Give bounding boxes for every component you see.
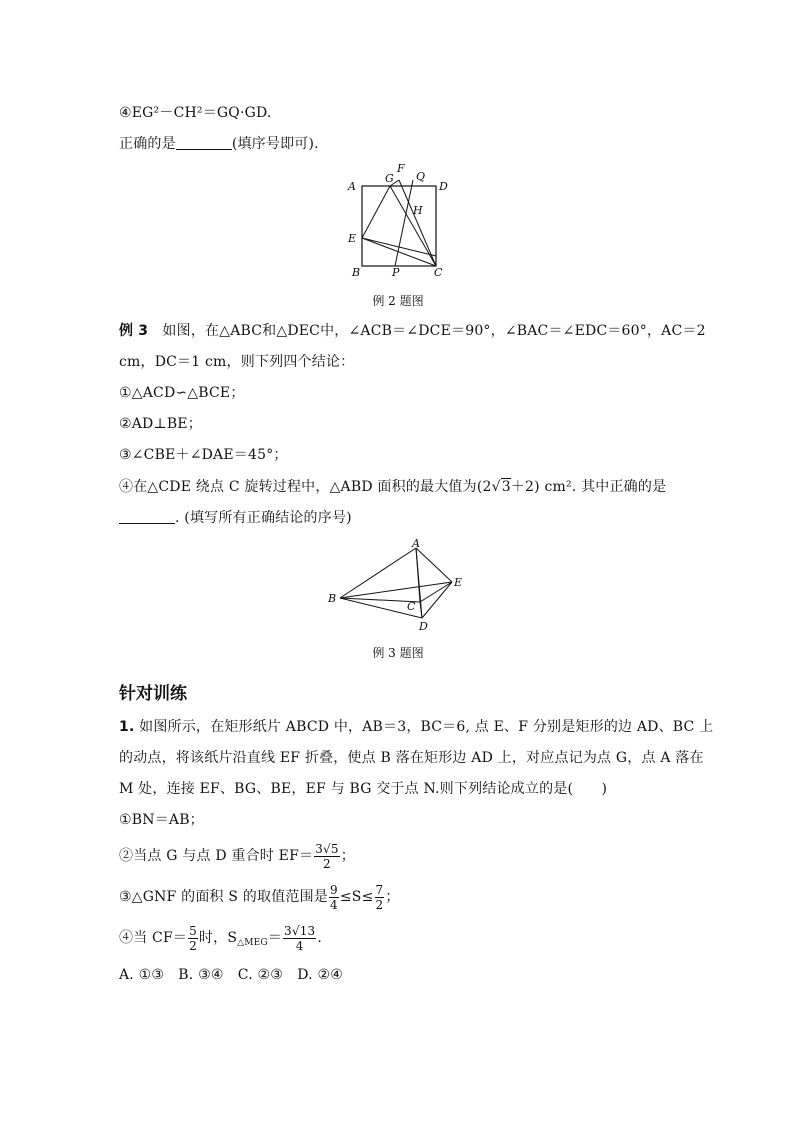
fig2-label: D <box>439 180 448 193</box>
fraction: $\frac{9}{4}$ <box>330 882 338 912</box>
example-3-tail-line <box>119 508 352 528</box>
figure-example-2 <box>340 160 460 282</box>
answer-prompt: 正确的是 <box>119 136 176 152</box>
answer-hint: (填序号即可). <box>231 136 319 152</box>
fig3-label: A <box>412 538 420 550</box>
fig2-label: A <box>348 180 356 193</box>
example-3-item-2: ②AD⊥BE； <box>119 416 202 432</box>
fraction: $\frac{3√13}{4}$ <box>284 923 316 953</box>
q1-item-3 <box>119 881 400 913</box>
q1-options: A. ①③ B. ③④ C. ②③ D. ②④ <box>119 967 343 983</box>
q1-number: 1. <box>119 719 135 735</box>
answer-line <box>119 134 319 154</box>
q1-item-4-mid: 时，S <box>198 930 238 946</box>
example-3-text-1: 如图，在△ABC和△DEC中，∠ACB＝∠DCE＝90°，∠BAC＝∠EDC＝60°，AC＝2 <box>162 323 706 339</box>
q1-item-3-mid: ≤S≤ <box>339 889 374 905</box>
example-3-item-4 <box>119 477 666 497</box>
q1-item-2-prefix: ②当点 G 与点 D 重合时 EF＝ <box>119 848 314 864</box>
figure-example-3 <box>320 538 470 636</box>
q1-item-2-suffix: ； <box>340 848 355 864</box>
section-heading: 针对训练 <box>119 684 187 704</box>
example-3-label: 例 3 <box>119 323 149 339</box>
fig3-label: E <box>454 576 463 589</box>
q1-item-4-prefix: ④当 CF＝ <box>119 930 188 946</box>
fig3-label: B <box>328 592 337 605</box>
q1-text-1: 如图所示，在矩形纸片 ABCD 中，AB＝3，BC＝6, 点 E、F 分别是矩形的边 AD、BC 上 <box>139 719 714 735</box>
q1-item-3-prefix: ③△GNF 的面积 S 的取值范围是 <box>119 889 329 905</box>
fig2-label: P <box>392 266 400 279</box>
q1-item-3-suffix: ； <box>385 889 400 905</box>
q1-item-4 <box>119 922 322 959</box>
fig2-label: C <box>434 266 443 279</box>
fig2-label: B <box>352 266 361 279</box>
sqrt-3: √3 <box>491 479 511 495</box>
q1-line-3: M 处，连接 EF、BG、BE，EF 与 BG 交于点 N.则下列结论成立的是( ) <box>119 781 608 797</box>
fraction: $\frac{5}{2}$ <box>189 923 197 953</box>
q1-item-4-sub: △MEG <box>237 938 268 948</box>
fraction: $\frac{7}{2}$ <box>375 882 384 912</box>
q1-line-1 <box>119 717 713 737</box>
answer-blank <box>176 135 232 150</box>
example-3-item-1: ①△ACD∽△BCE； <box>119 385 245 401</box>
q1-item-1: ①BN＝AB； <box>119 812 204 828</box>
example-3-item-3: ③∠CBE＋∠DAE＝45°； <box>119 447 288 463</box>
fig3-label: C <box>407 600 416 613</box>
q1-line-2: 的动点，将该纸片沿直线 EF 折叠，使点 B 落在矩形边 AD 上，对应点记为点 G，点 A 落在 <box>119 750 704 766</box>
fig2-label: H <box>413 204 423 217</box>
example-3-line-2: cm，DC＝1 cm，则下列四个结论： <box>119 354 355 370</box>
fraction: $\frac{3√5}{2}$ <box>315 841 339 871</box>
fig2-label: E <box>348 232 357 245</box>
example-3-blank <box>119 509 175 524</box>
q1-item-4-suffix: . <box>317 930 323 946</box>
fig2-label: F <box>397 162 405 175</box>
example-3-item-4-suffix: ＋2) cm². 其中正确的是 <box>510 479 667 495</box>
figure-3-caption: 例 3 题图 <box>372 646 424 660</box>
fig2-label: Q <box>416 170 426 183</box>
example-3-line-1 <box>119 321 706 341</box>
figure-2-caption: 例 2 题图 <box>372 294 424 308</box>
example-3-item-4-prefix: ④在△CDE 绕点 C 旋转过程中，△ABD 面积的最大值为(2 <box>119 479 492 495</box>
example-3-tail: . (填写所有正确结论的序号) <box>175 510 352 526</box>
q1-item-4-eq: ＝ <box>267 930 283 946</box>
item-4-eg: ④EG²－CH²＝GQ·GD. <box>119 105 272 121</box>
q1-item-2 <box>119 840 355 872</box>
fig2-label: G <box>385 172 394 185</box>
fig3-label: D <box>419 620 428 633</box>
